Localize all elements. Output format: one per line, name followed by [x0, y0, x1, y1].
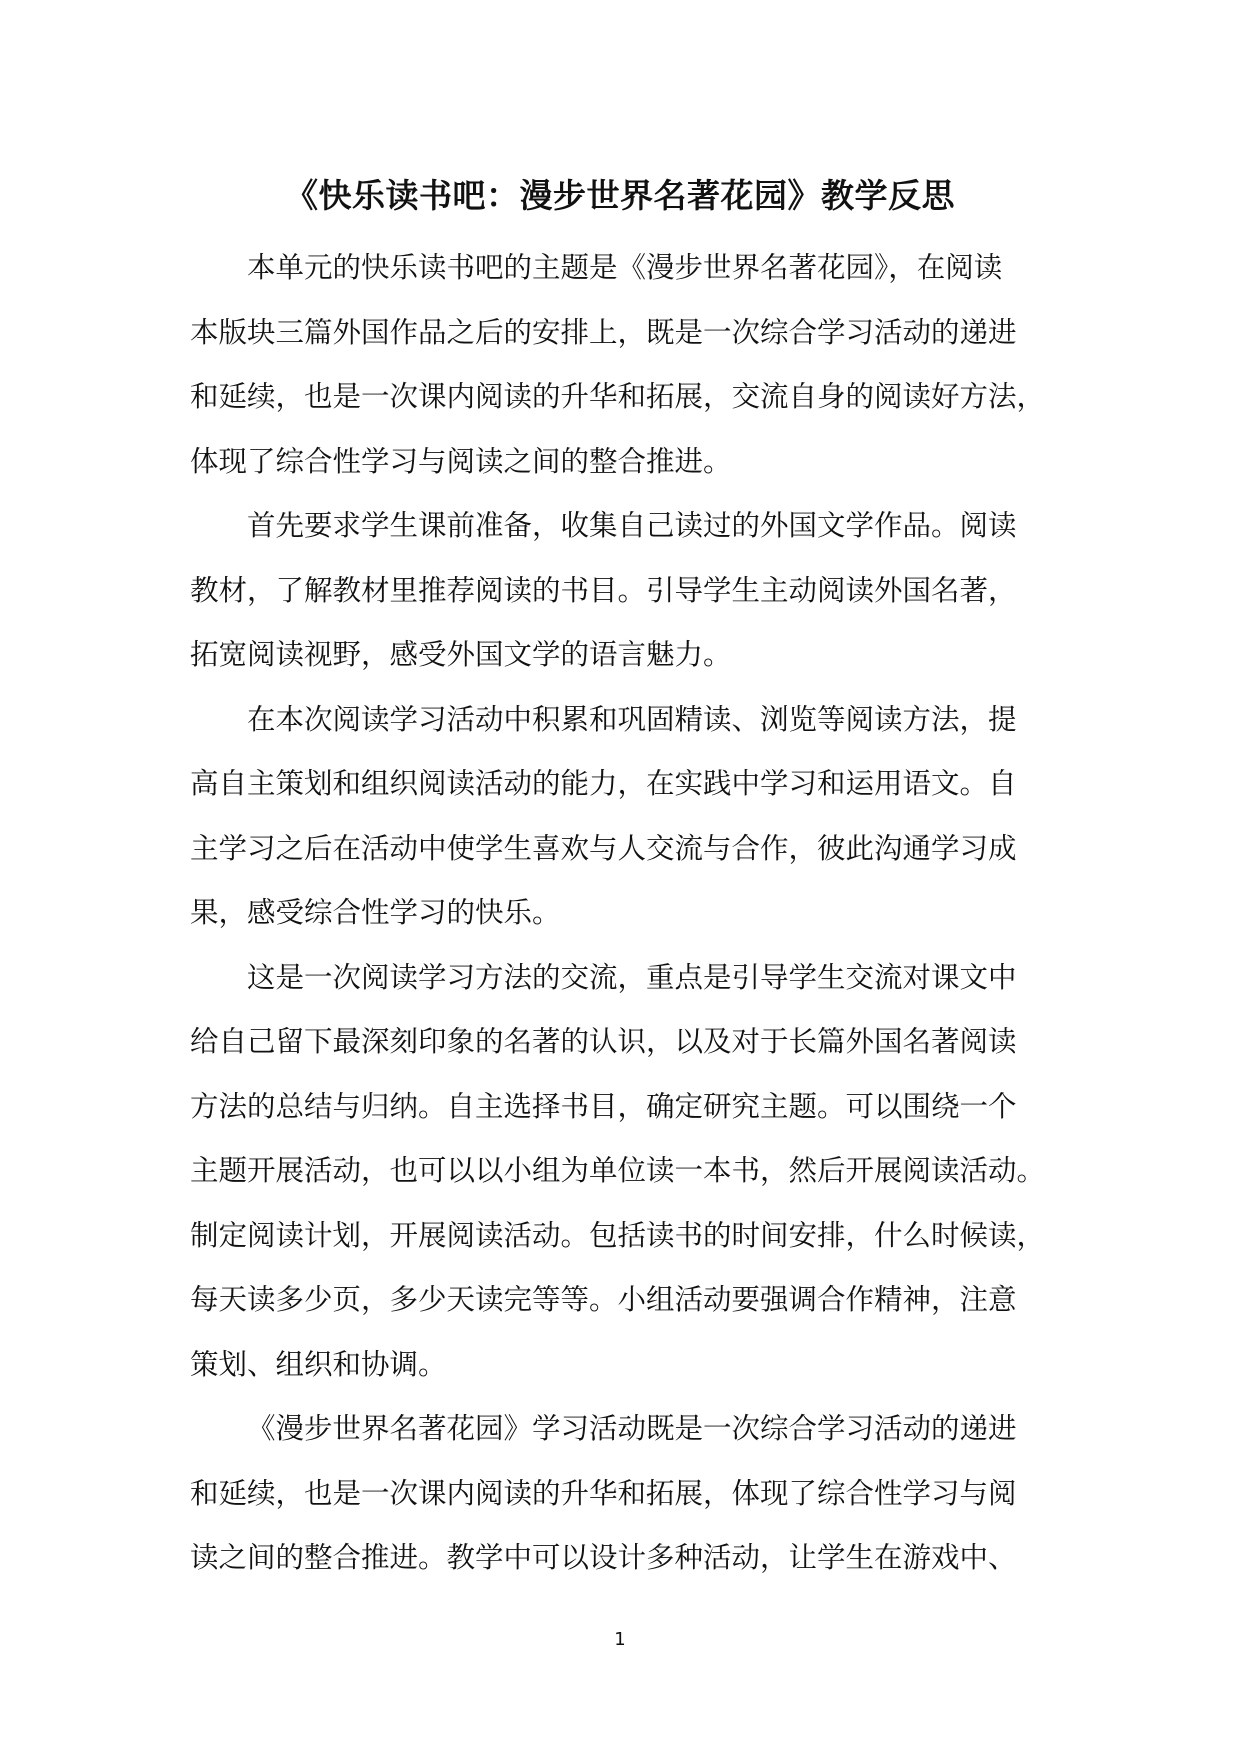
document-body	[190, 236, 1050, 1591]
paragraph-line: 和延续，也是一次课内阅读的升华和拓展，交流自身的阅读好方法，	[190, 380, 1046, 413]
paragraph-line: 高自主策划和组织阅读活动的能力，在实践中学习和运用语文。自	[190, 767, 1017, 800]
paragraph-line: 教材，了解教材里推荐阅读的书目。引导学生主动阅读外国名著，	[190, 573, 1017, 607]
paragraph-line: 和延续，也是一次课内阅读的升华和拓展，体现了综合性学习与阅	[190, 1476, 1017, 1510]
paragraph-line: 果，感受综合性学习的快乐。	[190, 896, 561, 929]
paragraph-first-line: 在本次阅读学习活动中积累和巩固精读、浏览等阅读方法，提	[247, 702, 1017, 736]
paragraph-first-line: 这是一次阅读学习方法的交流，重点是引导学生交流对课文中	[247, 960, 1017, 994]
paragraph-first-line: 本单元的快乐读书吧的主题是《漫步世界名著花园》，在阅读	[247, 251, 1003, 284]
paragraph-first-line: 首先要求学生课前准备，收集自己读过的外国文学作品。阅读	[247, 509, 1017, 542]
paragraph-first-line: 《漫步世界名著花园》学习活动既是一次综合学习活动的递进	[247, 1412, 1017, 1445]
document-title: 《快乐读书吧：漫步世界名著花园》教学反思	[285, 176, 955, 215]
paragraph-line: 给自己留下最深刻印象的名著的认识，以及对于长篇外国名著阅读	[190, 1025, 1017, 1058]
paragraph-line: 每天读多少页，多少天读完等等。小组活动要强调合作精神，注意	[190, 1283, 1017, 1316]
paragraph-line: 读之间的整合推进。教学中可以设计多种活动，让学生在游戏中、	[190, 1541, 1017, 1574]
paragraph-line: 主学习之后在活动中使学生喜欢与人交流与合作，彼此沟通学习成	[190, 831, 1017, 865]
paragraph-line: 本版块三篇外国作品之后的安排上，既是一次综合学习活动的递进	[190, 315, 1017, 349]
paragraph-line: 制定阅读计划，开展阅读活动。包括读书的时间安排，什么时候读，	[190, 1218, 1046, 1252]
page-number: 1	[614, 1629, 626, 1650]
paragraph-line: 主题开展活动，也可以以小组为单位读一本书，然后开展阅读活动。	[190, 1154, 1046, 1187]
paragraph-line: 拓宽阅读视野，感受外国文学的语言魅力。	[190, 638, 732, 671]
paragraph-line: 体现了综合性学习与阅读之间的整合推进。	[190, 444, 732, 478]
paragraph-line: 方法的总结与归纳。自主选择书目，确定研究主题。可以围绕一个	[190, 1089, 1017, 1123]
paragraph-line: 策划、组织和协调。	[190, 1347, 447, 1381]
